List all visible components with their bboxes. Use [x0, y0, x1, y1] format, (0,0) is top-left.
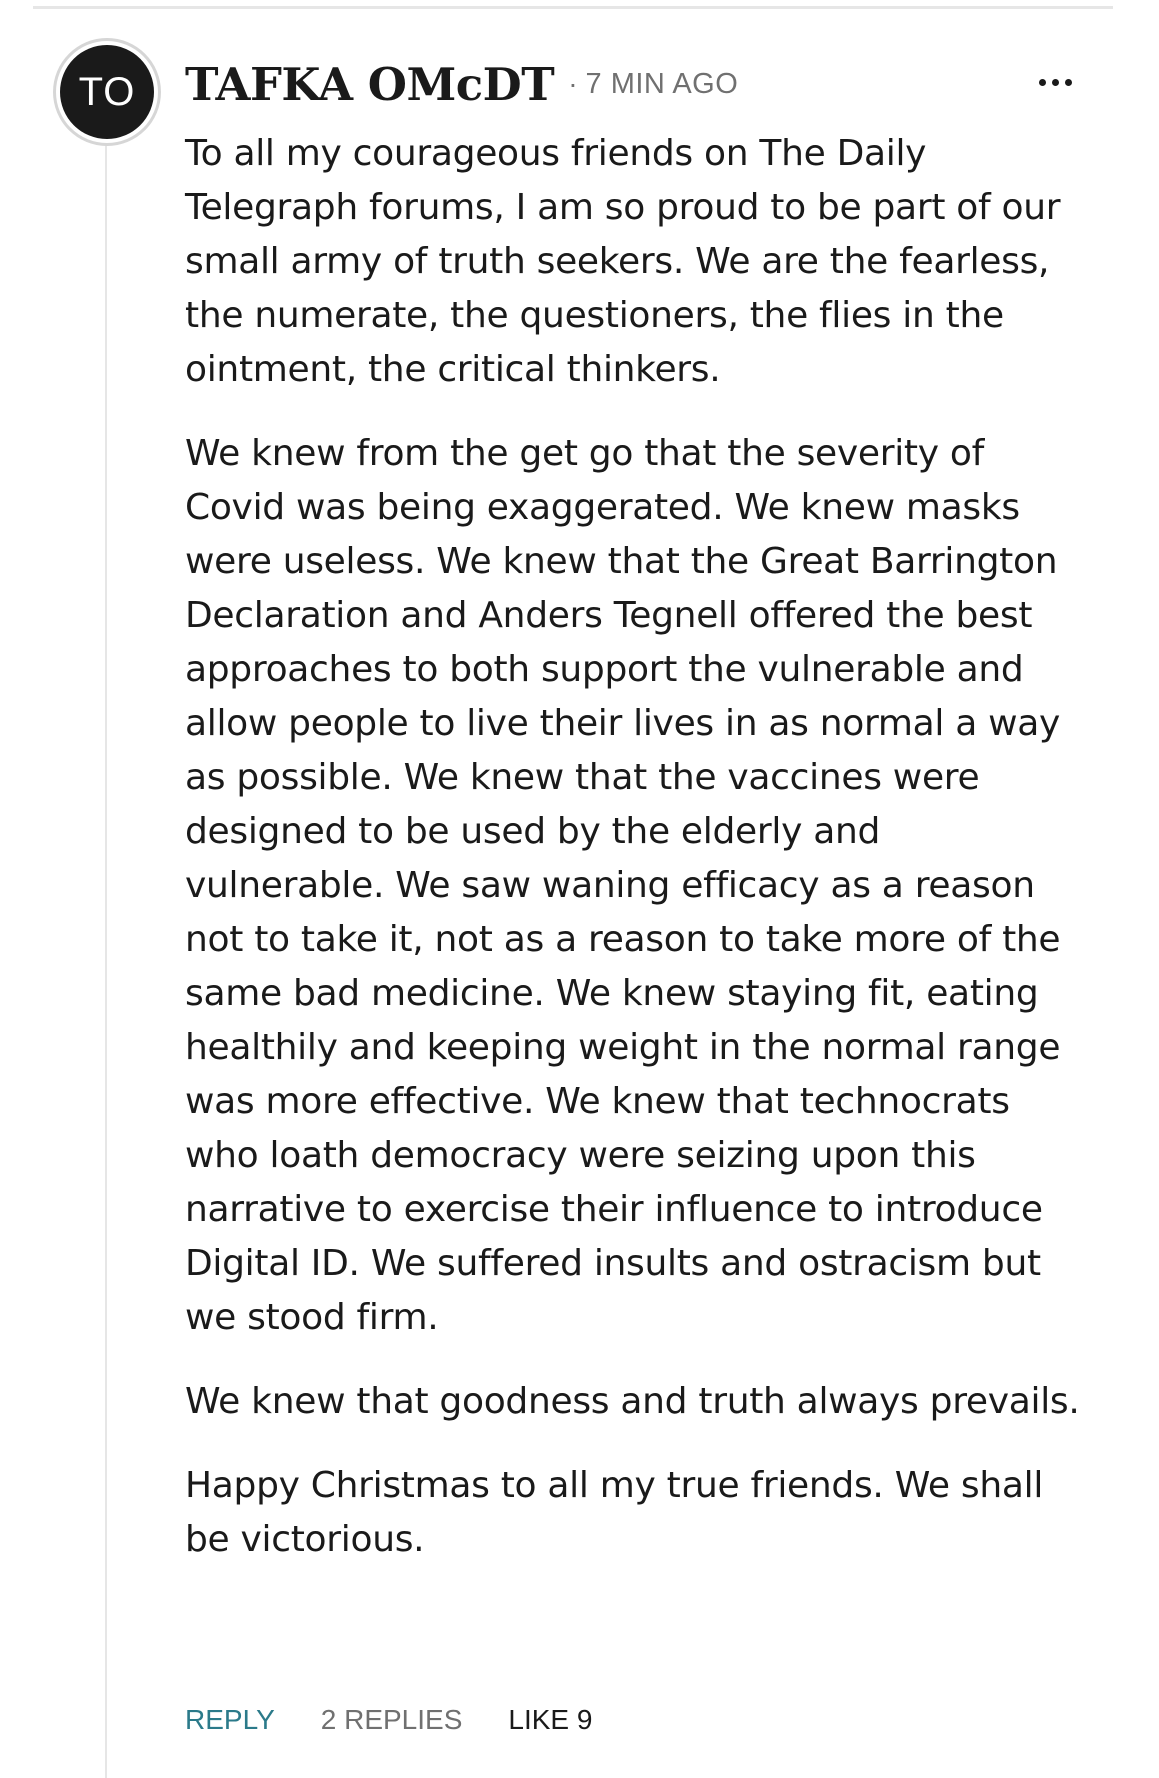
comment-actions: [185, 1700, 592, 1740]
avatar[interactable]: [60, 45, 154, 139]
username[interactable]: TAFKA OMcDT: [185, 57, 555, 111]
more-options-icon[interactable]: [1030, 62, 1080, 102]
reply-button[interactable]: REPLY: [185, 1704, 275, 1735]
more-dot: [1052, 79, 1059, 86]
view-replies-button[interactable]: 2 REPLIES: [320, 1704, 463, 1735]
thread-line: [105, 138, 107, 1778]
comment-paragraph: Happy Christmas to all my true friends. We shall be victorious.: [185, 1465, 1044, 1560]
comment-header: [185, 54, 738, 114]
comment-paragraph: We knew that goodness and truth always prevails.: [185, 1381, 1080, 1422]
comment-paragraph: We knew from the get go that the severity of Covid was being exaggerated. We knew masks were useless. We knew that the Great Barrington Declaration and Anders Tegnell offered the best approaches to both support the vulnerable and allow people to live their lives in as normal a way as possible. We knew that the vaccines were designed to be used by the elderly and vulnerable. We saw waning efficacy as a reason not to take it, not as a reason to take more of the same bad medicine. We knew staying fit, eating healthily and keeping weight in the normal range was more effective. We knew that technocrats who loath democracy were seizing upon this narrative to exercise their influence to introduce Digital ID. We suffered insults and ostracism but we stood firm.: [185, 433, 1061, 1338]
like-button[interactable]: LIKE 9: [508, 1704, 593, 1735]
comment-body: [185, 127, 1090, 1597]
comment-paragraph: To all my courageous friends on The Daily Telegraph forums, I am so proud to be part of our small army of truth seekers. We are the fearless, the numerate, the questioners, the flies in the ointment, the critical thinkers.: [185, 133, 1061, 390]
more-dot: [1065, 79, 1072, 86]
more-dot: [1039, 79, 1046, 86]
avatar-initials: TO: [78, 69, 136, 114]
timestamp: 7 MIN AGO: [585, 67, 739, 100]
meta-separator: ·: [568, 68, 578, 99]
top-divider: [33, 6, 1113, 9]
